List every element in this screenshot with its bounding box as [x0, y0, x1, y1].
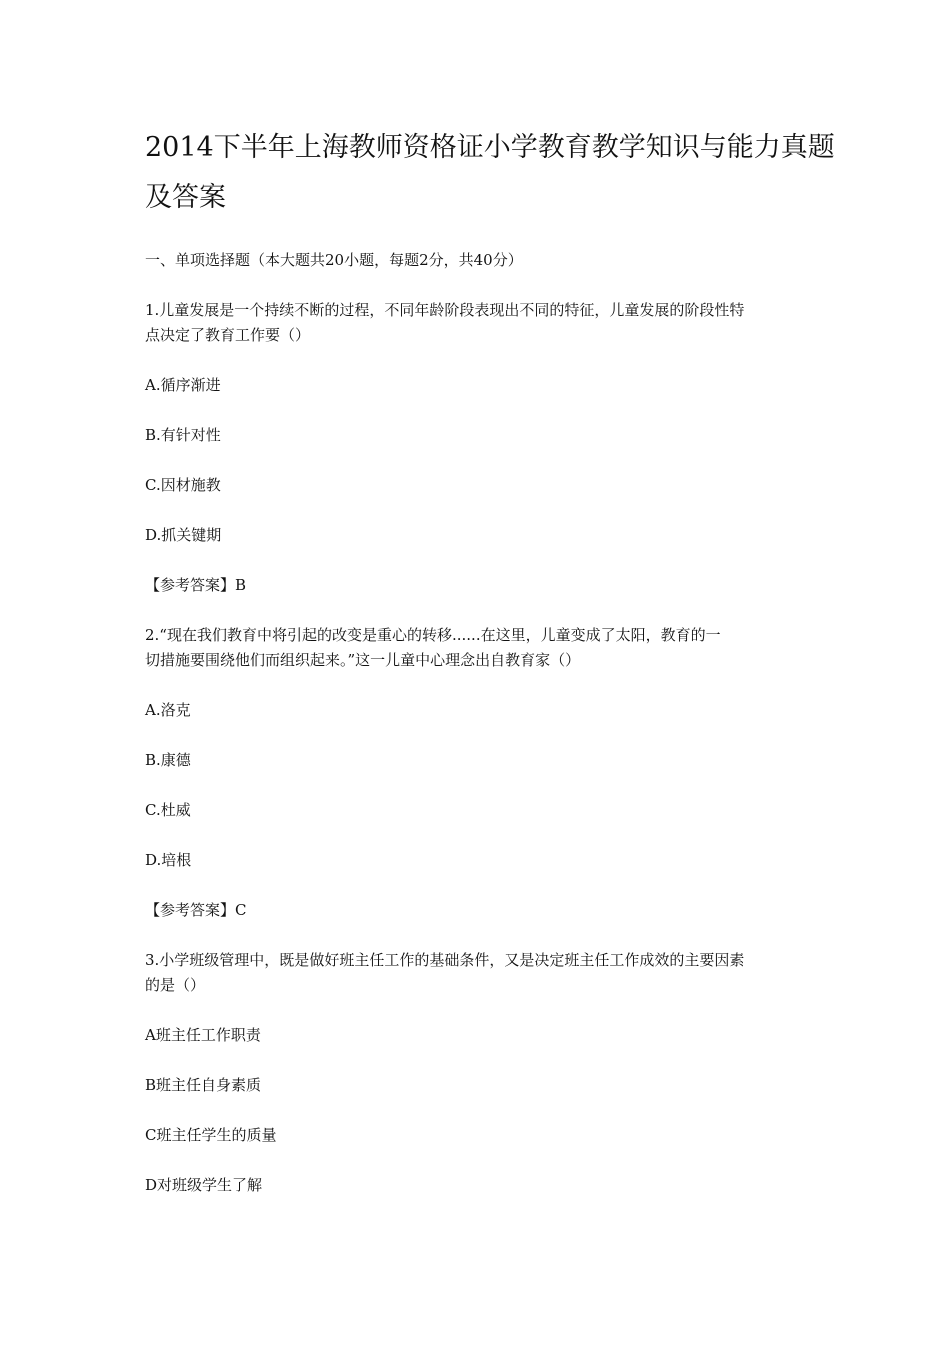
question-3-stem-line-2: 的是（）: [145, 976, 206, 994]
document-title-line-2: 及答案: [145, 182, 226, 213]
question-1-stem-line-1: 1.儿童发展是一个持续不断的过程，不同年龄阶段表现出不同的特征，儿童发展的阶段性特: [145, 301, 745, 319]
question-1-option-c: C.因材施教: [145, 476, 221, 494]
question-1-option-b: B.有针对性: [145, 426, 221, 444]
section-heading: 一、单项选择题（本大题共20小题，每题2分，共40分）: [145, 251, 523, 269]
question-2-answer: 【参考答案】C: [145, 901, 247, 919]
question-3-option-c: C班主任学生的质量: [145, 1126, 277, 1144]
question-2-stem-line-1: 2.“现在我们教育中将引起的改变是重心的转移......在这里，儿童变成了太阳，教育的一: [145, 626, 721, 644]
question-3-option-d: D对班级学生了解: [145, 1176, 263, 1194]
question-3-option-b: B班主任自身素质: [145, 1076, 262, 1094]
question-1-stem-line-2: 点决定了教育工作要（）: [145, 326, 311, 344]
question-3-option-a: A班主任工作职责: [145, 1026, 261, 1044]
question-1-answer: 【参考答案】B: [145, 576, 247, 594]
question-2-option-b: B.康德: [145, 751, 191, 769]
question-2-stem-line-2: 切措施要围绕他们而组织起来。”这一儿童中心理念出自教育家（）: [145, 651, 581, 669]
question-1-option-a: A.循序渐进: [145, 376, 221, 394]
question-1-option-d: D.抓关键期: [145, 526, 222, 544]
question-2-option-a: A.洛克: [145, 701, 191, 719]
question-3-stem-line-1: 3.小学班级管理中，既是做好班主任工作的基础条件，又是决定班主任工作成效的主要因素: [145, 951, 745, 969]
question-2-option-d: D.培根: [145, 851, 192, 869]
question-2-option-c: C.杜威: [145, 801, 191, 819]
document-title-line-1: 2014下半年上海教师资格证小学教育教学知识与能力真题: [145, 132, 835, 163]
